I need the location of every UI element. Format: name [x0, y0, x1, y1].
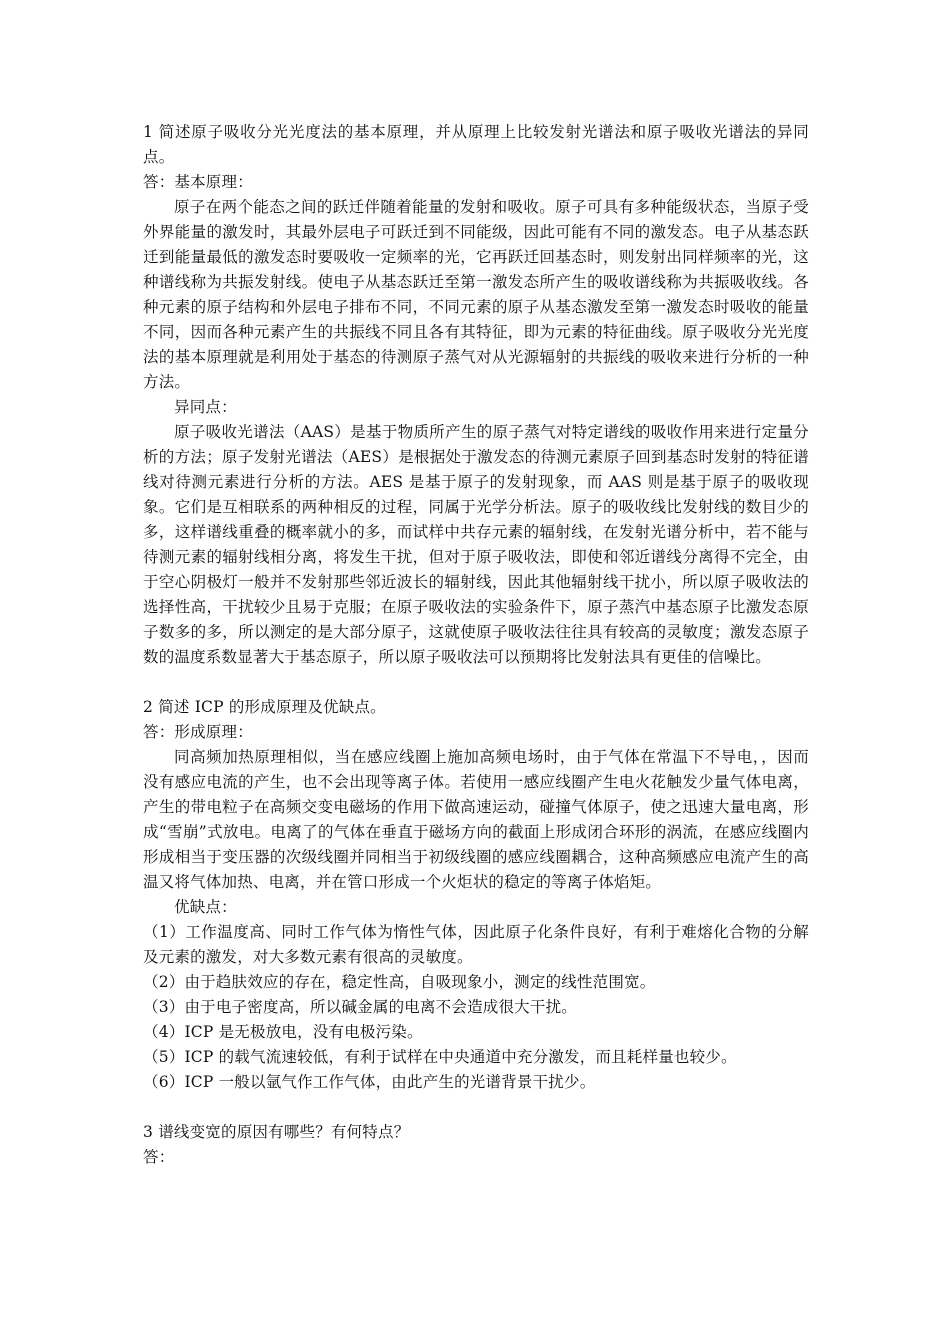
- pros-item-3: （3）由于电子密度高，所以碱金属的电离不会造成很大干扰。: [143, 998, 577, 1016]
- pros-item-4: （4）ICP 是无极放电，没有电极污染。: [143, 1023, 423, 1041]
- pros-item-2: （2）由于趋肤效应的存在，稳定性高，自吸现象小，测定的线性范围宽。: [143, 973, 656, 991]
- answer-2-principle: 同高频加热原理相似，当在感应线圈上施加高频电场时，由于气体在常温下不导电，，因而没有感应电流的产生，也不会出现等离子体。若使用一感应线圈产生电火花触发少量气体电离，产生的带电粒子在高频交变电磁场的作用下做高速运动，碰撞气体原子，使之迅速大量电离，形成“雪崩”式放电。电离了的气体在垂直于磁场方向的截面上形成闭合环形的涡流，在感应线圈内形成相当于变压器的次级线圈并同相当于初级线圈的感应线圈耦合，这种高频感应电流产生的高温又将气体加热、电离，并在管口形成一个火炬状的稳定的等离子体焰矩。: [143, 748, 809, 891]
- spacer: [143, 1095, 809, 1120]
- answer-1-label: 答：基本原理：: [143, 173, 253, 191]
- spacer: [143, 670, 809, 695]
- answer-2-pros-label: 优缺点：: [174, 898, 237, 916]
- answer-1-diff-text: 原子吸收光谱法（AAS）是基于物质所产生的原子蒸气对特定谱线的吸收作用来进行定量分析的方法；原子发射光谱法（AES）是根据处于激发态的待测元素原子回到基态时发射的特征谱线对待测元素进行分析的方法。AES 是基于原子的发射现象，而 AAS 则是基于原子的吸收现象。它们是互相联系的两种相反的过程，同属于光学分析法。原子的吸收线比发射线的数目少的多，这样谱线重叠的概率就小的多，而试样中共存元素的辐射线，在发射光谱分析中，若不能与待测元素的辐射线相分离，将发生干扰，但对于原子吸收法，即使和邻近谱线分离得不完全，由于空心阴极灯一般并不发射那些邻近波长的辐射线，因此其他辐射线干扰小，所以原子吸收法的选择性高，干扰较少且易于克服；在原子吸收法的实验条件下，原子蒸汽中基态原子比激发态原子数多的多，所以测定的是大部分原子，这就使原子吸收法往往具有较高的灵敏度；激发态原子数的温度系数显著大于基态原子，所以原子吸收法可以预期将比发射法具有更佳的信噪比。: [143, 423, 809, 666]
- answer-2-label: 答：形成原理：: [143, 723, 253, 741]
- answer-1-principle: 原子在两个能态之间的跃迁伴随着能量的发射和吸收。原子可具有多种能级状态，当原子受外界能量的激发时，其最外层电子可跃迁到不同能级，因此可能有不同的激发态。电子从基态跃迁到能量最低的激发态时要吸收一定频率的光，它再跃迁回基态时，则发射出同样频率的光，这种谱线称为共振发射线。使电子从基态跃迁至第一激发态所产生的吸收谱线称为共振吸收线。各种元素的原子结构和外层电子排布不同，不同元素的原子从基态激发至第一激发态时吸收的能量不同，因而各种元素产生的共振线不同且各有其特征，即为元素的特征曲线。原子吸收分光光度法的基本原理就是利用处于基态的待测原子蒸气对从光源辐射的共振线的吸收来进行分析的一种方法。: [143, 198, 809, 391]
- pros-item-6: （6）ICP 一般以氩气作工作气体，由此产生的光谱背景干扰少。: [143, 1073, 596, 1091]
- pros-item-1: （1）工作温度高、同时工作气体为惰性气体，因此原子化条件良好，有利于难熔化合物的分解及元素的激发，对大多数元素有很高的灵敏度。: [143, 923, 809, 966]
- question-3: 3 谱线变宽的原因有哪些？有何特点？: [143, 1123, 410, 1141]
- answer-1-diff-label: 异同点：: [174, 398, 237, 416]
- answer-3-label: 答：: [143, 1148, 175, 1166]
- document-page: [143, 120, 809, 1170]
- question-1: 1 简述原子吸收分光光度法的基本原理，并从原理上比较发射光谱法和原子吸收光谱法的异同点。: [143, 123, 809, 166]
- question-2: 2 简述 ICP 的形成原理及优缺点。: [143, 698, 386, 716]
- pros-item-5: （5）ICP 的载气流速较低，有利于试样在中央通道中充分激发，而且耗样量也较少。: [143, 1048, 737, 1066]
